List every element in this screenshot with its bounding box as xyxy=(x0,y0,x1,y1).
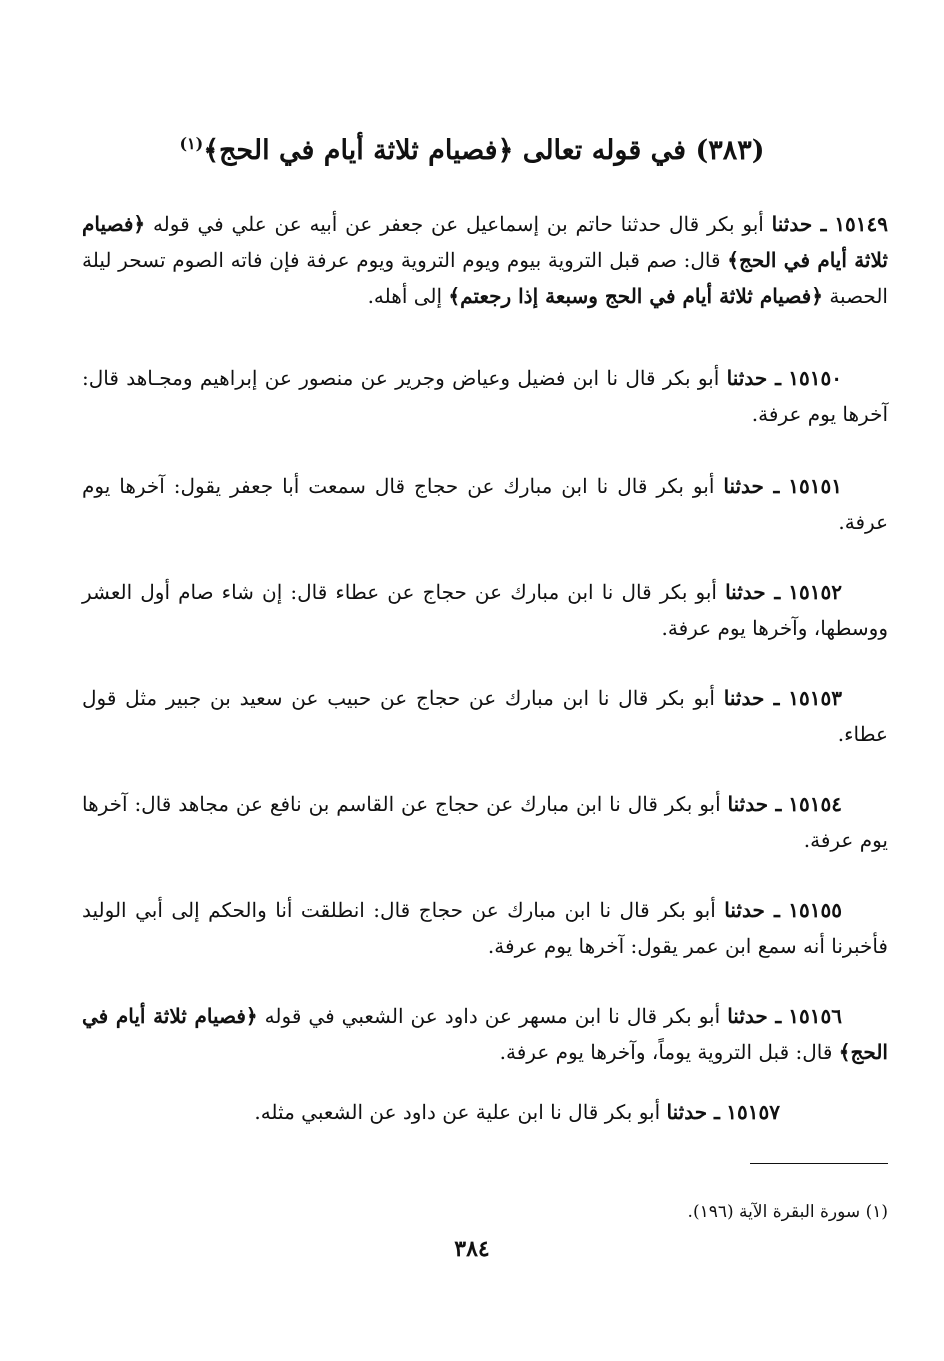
hadith-entry xyxy=(82,206,888,314)
hadith-entry xyxy=(82,1094,826,1130)
hadith-lead: ـ حدثنا xyxy=(723,686,780,710)
hadith-number: ١٥١٥٦ xyxy=(788,1004,842,1028)
quran-quote: ﴿فصيام ثلاثة أيام في الحج﴾ xyxy=(82,1004,888,1064)
hadith-number: ١٥١٥٢ xyxy=(788,580,843,604)
hadith-entry xyxy=(82,680,888,752)
hadith-number: ١٥١٥٧ xyxy=(726,1100,780,1124)
page-number: ٣٨٤ xyxy=(454,1236,490,1262)
hadith-entry xyxy=(82,468,888,540)
hadith-number: ١٥١٥١ xyxy=(788,474,842,498)
hadith-text: أبو بكر قال نا ابن مبارك عن حجاج قال: انطلقت أنا والحكم إلى أبي الوليد فأخبرنا أنه سمع ابن عمر يقول: آخرها يوم عرفة. xyxy=(82,898,888,958)
hadith-number: ١٥١٥٣ xyxy=(788,686,843,710)
hadith-number: ١٥١٥٠ xyxy=(788,366,843,390)
footnote: (١) سورة البقرة الآية (١٩٦). xyxy=(687,1202,888,1222)
hadith-text: أبو بكر قال نا ابن مبارك عن حجاج عن عطاء قال: إن شاء صام أول العشر ووسطها، وآخرها يوم عرفة. xyxy=(82,580,888,640)
hadith-text: أبو بكر قال نا ابن مبارك عن حجاج عن القاسم بن نافع عن مجاهد قال: آخرها يوم عرفة. xyxy=(82,792,888,852)
hadith-lead: ـ حدثنا xyxy=(724,898,780,922)
hadith-entry xyxy=(82,360,888,432)
hadith-text: أبو بكر قال نا ابن مسهر عن داود عن الشعبي في قوله xyxy=(264,1004,721,1028)
hadith-text: أبو بكر قال نا ابن فضيل وعياض وجرير عن منصور عن إبراهيم ومجـاهد قال: آخرها يوم عرفة. xyxy=(82,366,888,426)
hadith-entry xyxy=(82,998,888,1070)
hadith-text: أبو بكر قال نا ابن علية عن داود عن الشعبي مثله. xyxy=(254,1100,661,1124)
hadith-number: ١٥١٥٤ xyxy=(788,792,842,816)
hadith-text: أبو بكر قال نا ابن مبارك عن حجاج قال سمعت أبا جعفر يقول: آخرها يوم عرفة. xyxy=(82,474,888,534)
hadith-number: ١٥١٤٩ xyxy=(834,212,889,236)
chapter-title-text: (٣٨٣) في قوله تعالى ﴿فصيام ثلاثة أيام في الحج﴾ xyxy=(203,135,765,166)
hadith-entry xyxy=(82,892,888,964)
hadith-text: إلى أهله. xyxy=(367,284,443,308)
hadith-text: أبو بكر قال حدثنا حاتم بن إسماعيل عن جعفر عن أبيه عن علي في قوله xyxy=(152,212,764,236)
quran-quote: ﴿فصيام ثلاثة أيام في الحج وسبعة إذا رجعتم﴾ xyxy=(448,284,823,308)
hadith-text: قال: قبل التروية يوماً، وآخرها يوم عرفة. xyxy=(499,1040,833,1064)
chapter-title xyxy=(0,124,944,171)
hadith-number: ١٥١٥٥ xyxy=(788,898,843,922)
quran-quote: ﴿فصيام ثلاثة أيام في الحج﴾ xyxy=(82,212,889,272)
hadith-entry xyxy=(82,574,888,646)
hadith-lead: ـ حدثنا xyxy=(727,792,782,816)
hadith-text: قال: صم قبل التروية بيوم ويوم التروية ويوم عرفة فإن فاته الصوم تسحر ليلة الحصبة xyxy=(82,248,888,308)
hadith-lead: ـ حدثنا xyxy=(725,580,781,604)
hadith-text: أبو بكر قال نا ابن مبارك عن حجاج عن حبيب عن سعيد بن جبير مثل قول عطاء. xyxy=(82,686,888,746)
hadith-lead: ـ حدثنا xyxy=(723,474,780,498)
hadith-entry xyxy=(82,786,888,858)
hadith-lead: ـ حدثنا xyxy=(666,1100,720,1124)
footnote-divider xyxy=(750,1163,888,1164)
hadith-lead: ـ حدثنا xyxy=(727,1004,782,1028)
footnote-marker: (١) xyxy=(179,134,204,153)
hadith-lead: ـ حدثنا xyxy=(771,212,827,236)
hadith-lead: ـ حدثنا xyxy=(726,366,781,390)
